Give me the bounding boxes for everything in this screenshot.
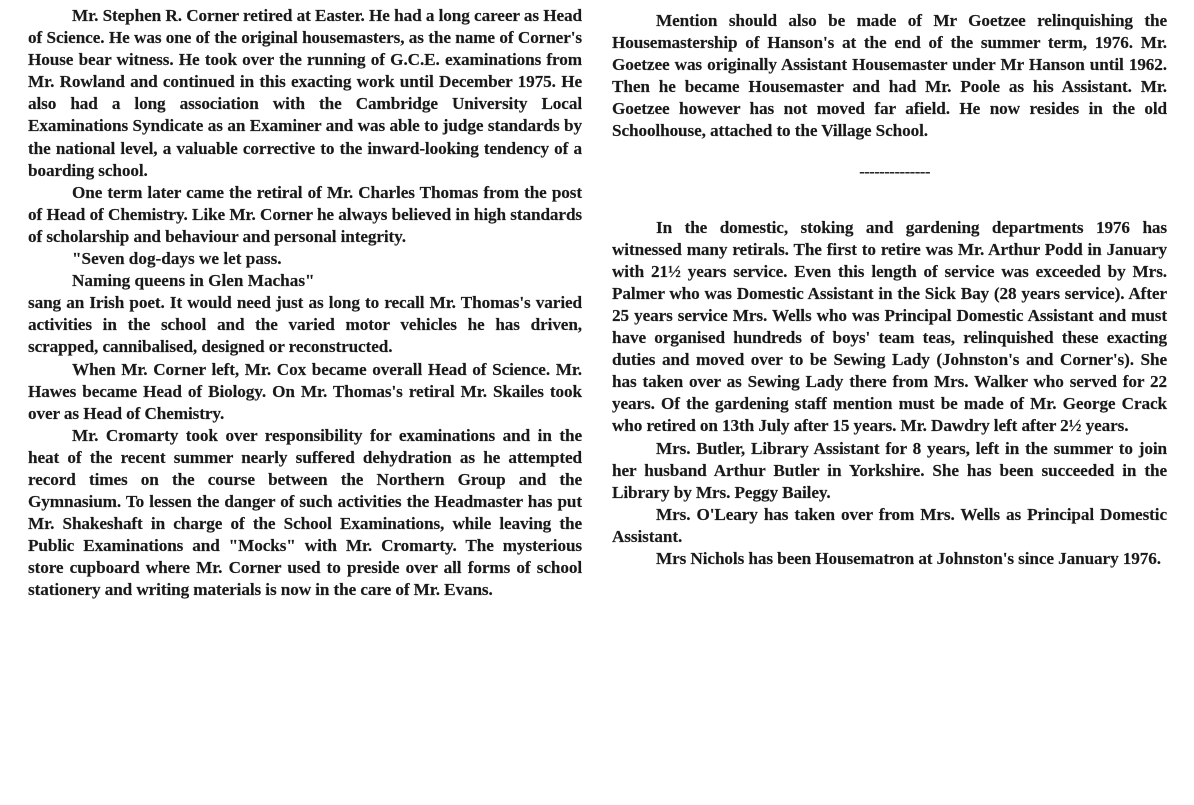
paragraph-domestic-retirals: In the domestic, stoking and gardening departments 1976 has witnessed many retirals. The first to retire was Mr. Arthur Podd in January with 21½ years service. Even this length of service was exceeded by Mrs. Palmer who was Domestic Assistant in the Sick Bay (28 years service). After 25 years service Mrs. Wells who was Principal Domestic Assistant and must have organised hundreds of boys' team teas, relinquished these exacting duties and moved over to be Sewing Lady (Johnston's and Corner's). She has taken over as Sewing Lady there from Mrs. Walker who served for 22 years. Of the gardening staff mention must be made of Mr. George Crack who retired on 13th July after 15 years. Mr. Dawdry left after 2½ years. — [612, 217, 1167, 436]
section-separator: -------------- — [859, 161, 930, 181]
paragraph-oleary: Mrs. O'Leary has taken over from Mrs. Wells as Principal Domestic Assistant. — [612, 504, 1167, 546]
poem-line-2: Naming queens in Glen Machas" — [72, 271, 315, 291]
paragraph-cromarty-examinations: Mr. Cromarty took over responsibility for examinations and in the heat of the recent summer nearly suffered dehydration as he attempted record times on the course between the Northern Group and the Gymnasium. To lessen the danger of such activities the Headmaster has put Mr. Shakeshaft in charge of the School Examinations, while leaving the Public Examinations and "Mocks" with Mr. Cromarty. The mysterious store cupboard where Mr. Corner used to preside over all forms of school stationery and writing materials is now in the care of Mr. Evans. — [28, 425, 582, 600]
paragraph-science-heads: When Mr. Corner left, Mr. Cox became overall Head of Science. Mr. Hawes became Head of Biology. On Mr. Thomas's retiral Mr. Skailes took over as Head of Chemistry. — [28, 359, 582, 423]
paragraph-butler-library: Mrs. Butler, Library Assistant for 8 years, left in the summer to join her husband Arthur Butler in Yorkshire. She has been succeeded in the Library by Mrs. Peggy Bailey. — [612, 438, 1167, 502]
poem-line-1: "Seven dog-days we let pass. — [72, 249, 282, 269]
paragraph-thomas-retirement: One term later came the retiral of Mr. Charles Thomas from the post of Head of Chemistry. Like Mr. Corner he always believed in high standards of scholarship and behaviour and personal integrity. — [28, 182, 582, 246]
left-column — [28, 5, 582, 602]
right-column — [612, 10, 1167, 570]
poem-quote — [28, 248, 582, 292]
paragraph-goetzee: Mention should also be made of Mr Goetzee relinquishing the Housemastership of Hanson's at the end of the summer term, 1976. Mr. Goetzee was originally Assistant Housemaster under Mr Hanson until 1962. Then he became Housemaster and had Mr. Poole as his Assistant. Mr. Goetzee however has not moved far afield. He now resides in the old Schoolhouse, attached to the Village School. — [612, 11, 1167, 141]
paragraph-nichols: Mrs Nichols has been Housematron at Johnston's since January 1976. — [656, 548, 1161, 568]
paragraph-thomas-activities: sang an Irish poet. It would need just as long to recall Mr. Thomas's varied activities in the school and the varied motor vehicles he has driven, scrapped, cannibalised, designed or reconstructed. — [28, 293, 582, 357]
paragraph-corner-retirement: Mr. Stephen R. Corner retired at Easter. He had a long career as Head of Science. He was one of the original housemasters, as the name of Corner's House bear witness. He took over the running of G.C.E. examinations from Mr. Rowland and continued in this exacting work until December 1975. He also had a long association with the Cambridge University Local Examinations Syndicate as an Examiner and was able to judge standards by the national level, a valuable corrective to the inward-looking tendency of a boarding school. — [28, 6, 582, 180]
